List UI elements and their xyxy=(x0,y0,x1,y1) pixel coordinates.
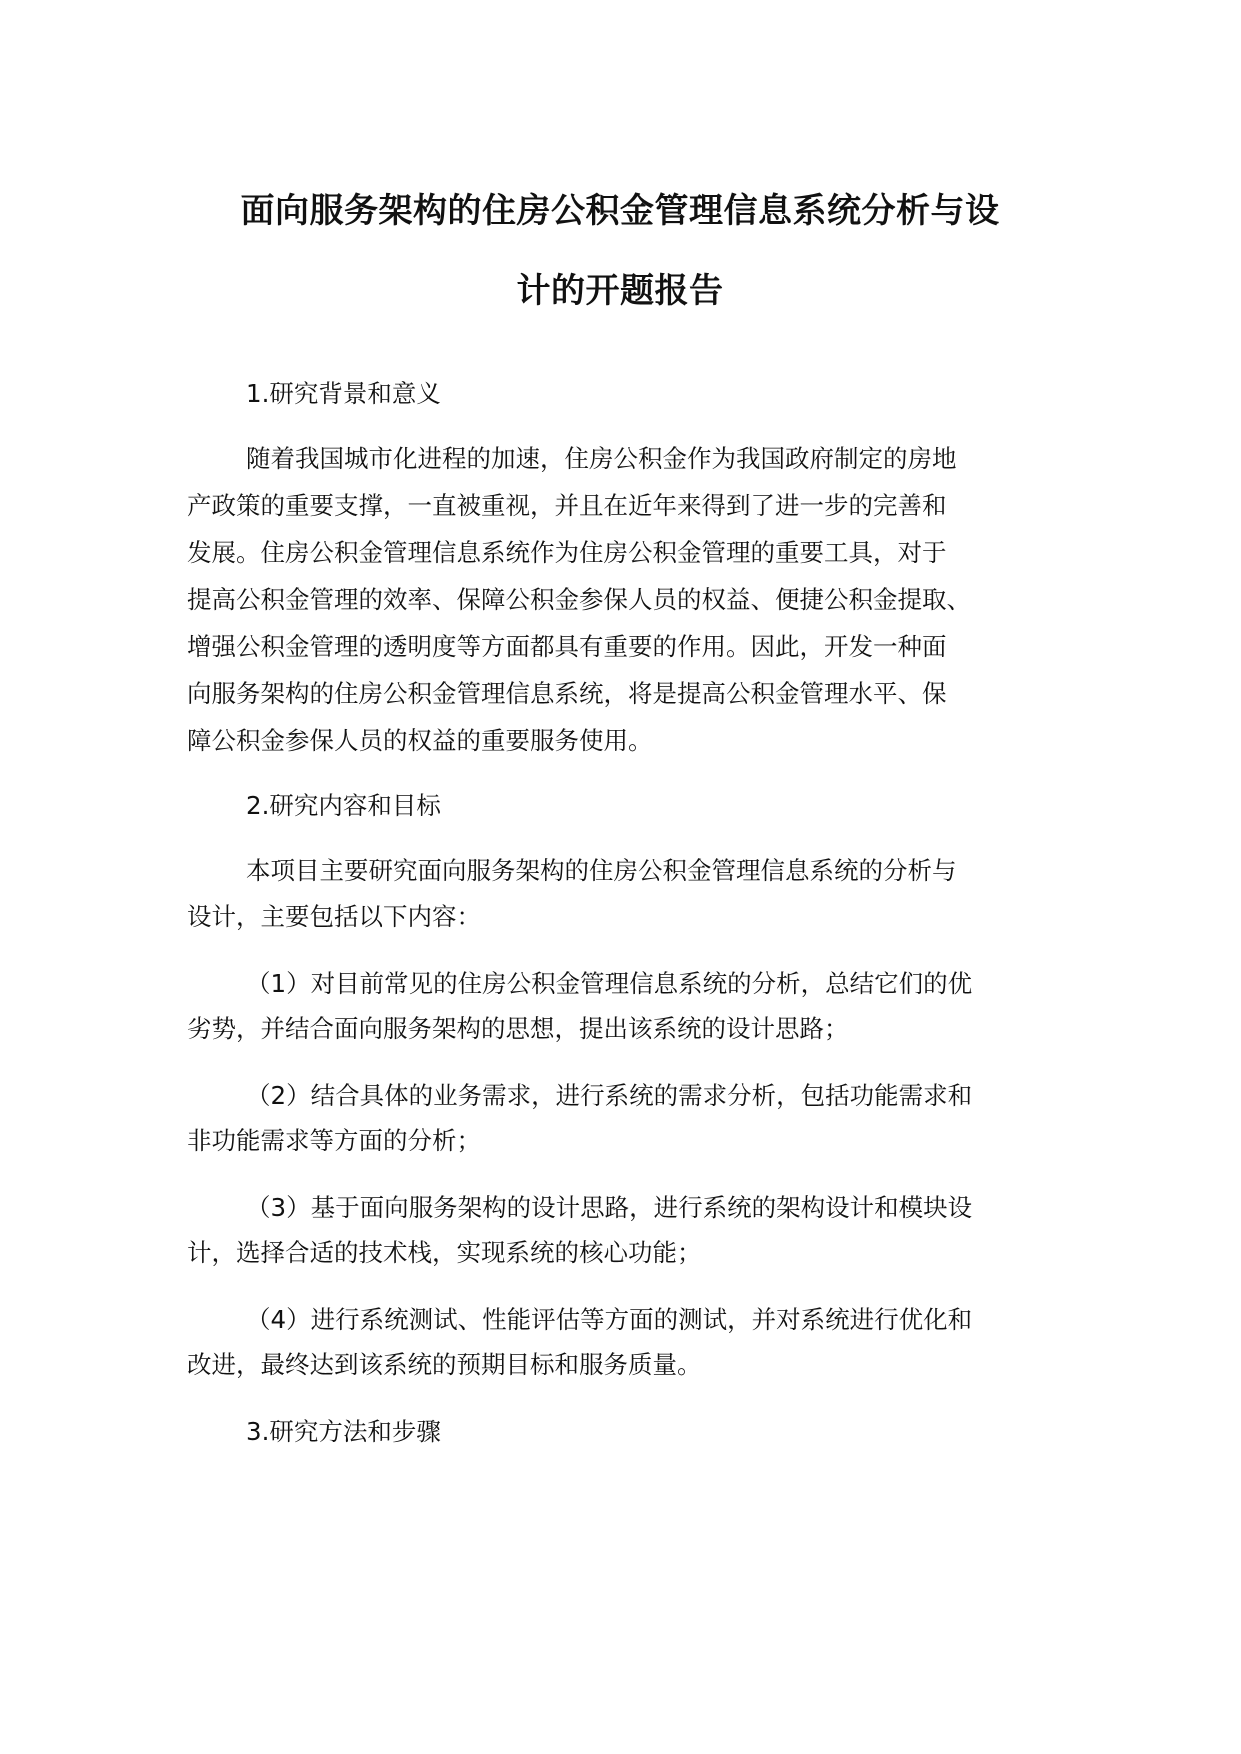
section-1-paragraph-line: 发展。住房公积金管理信息系统作为住房公积金管理的重要工具，对于 xyxy=(187,538,947,567)
section-2-intro-line: 设计，主要包括以下内容： xyxy=(187,902,481,931)
document-title-line-1: 面向服务架构的住房公积金管理信息系统分析与设 xyxy=(240,191,1000,231)
list-item-1-line: 劣势，并结合面向服务架构的思想，提出该系统的设计思路； xyxy=(187,1014,849,1043)
list-item-2-line: 非功能需求等方面的分析； xyxy=(187,1126,481,1155)
list-item-2-line: （2）结合具体的业务需求，进行系统的需求分析，包括功能需求和 xyxy=(246,1081,973,1110)
document-title-line-2: 计的开题报告 xyxy=(516,271,724,311)
list-item-4-line: （4）进行系统测试、性能评估等方面的测试，并对系统进行优化和 xyxy=(246,1305,973,1334)
section-1-paragraph-line: 向服务架构的住房公积金管理信息系统，将是提高公积金管理水平、保 xyxy=(187,679,947,708)
section-1-paragraph-line: 增强公积金管理的透明度等方面都具有重要的作用。因此，开发一种面 xyxy=(187,632,947,661)
section-2-heading: 2.研究内容和目标 xyxy=(246,791,441,820)
list-item-3-line: （3）基于面向服务架构的设计思路，进行系统的架构设计和模块设 xyxy=(246,1193,973,1222)
section-1-heading: 1.研究背景和意义 xyxy=(246,379,441,408)
section-1-paragraph-line: 产政策的重要支撑，一直被重视，并且在近年来得到了进一步的完善和 xyxy=(187,491,947,520)
section-2-intro-line: 本项目主要研究面向服务架构的住房公积金管理信息系统的分析与 xyxy=(246,856,957,885)
section-3-heading: 3.研究方法和步骤 xyxy=(246,1417,441,1446)
section-1-paragraph-line: 障公积金参保人员的权益的重要服务使用。 xyxy=(187,726,653,755)
section-1-paragraph-line: 提高公积金管理的效率、保障公积金参保人员的权益、便捷公积金提取、 xyxy=(187,585,971,614)
list-item-4-line: 改进，最终达到该系统的预期目标和服务质量。 xyxy=(187,1350,702,1379)
section-1-paragraph-line: 随着我国城市化进程的加速，住房公积金作为我国政府制定的房地 xyxy=(246,444,957,473)
list-item-3-line: 计，选择合适的技术栈，实现系统的核心功能； xyxy=(187,1238,702,1267)
list-item-1-line: （1）对目前常见的住房公积金管理信息系统的分析，总结它们的优 xyxy=(246,969,973,998)
